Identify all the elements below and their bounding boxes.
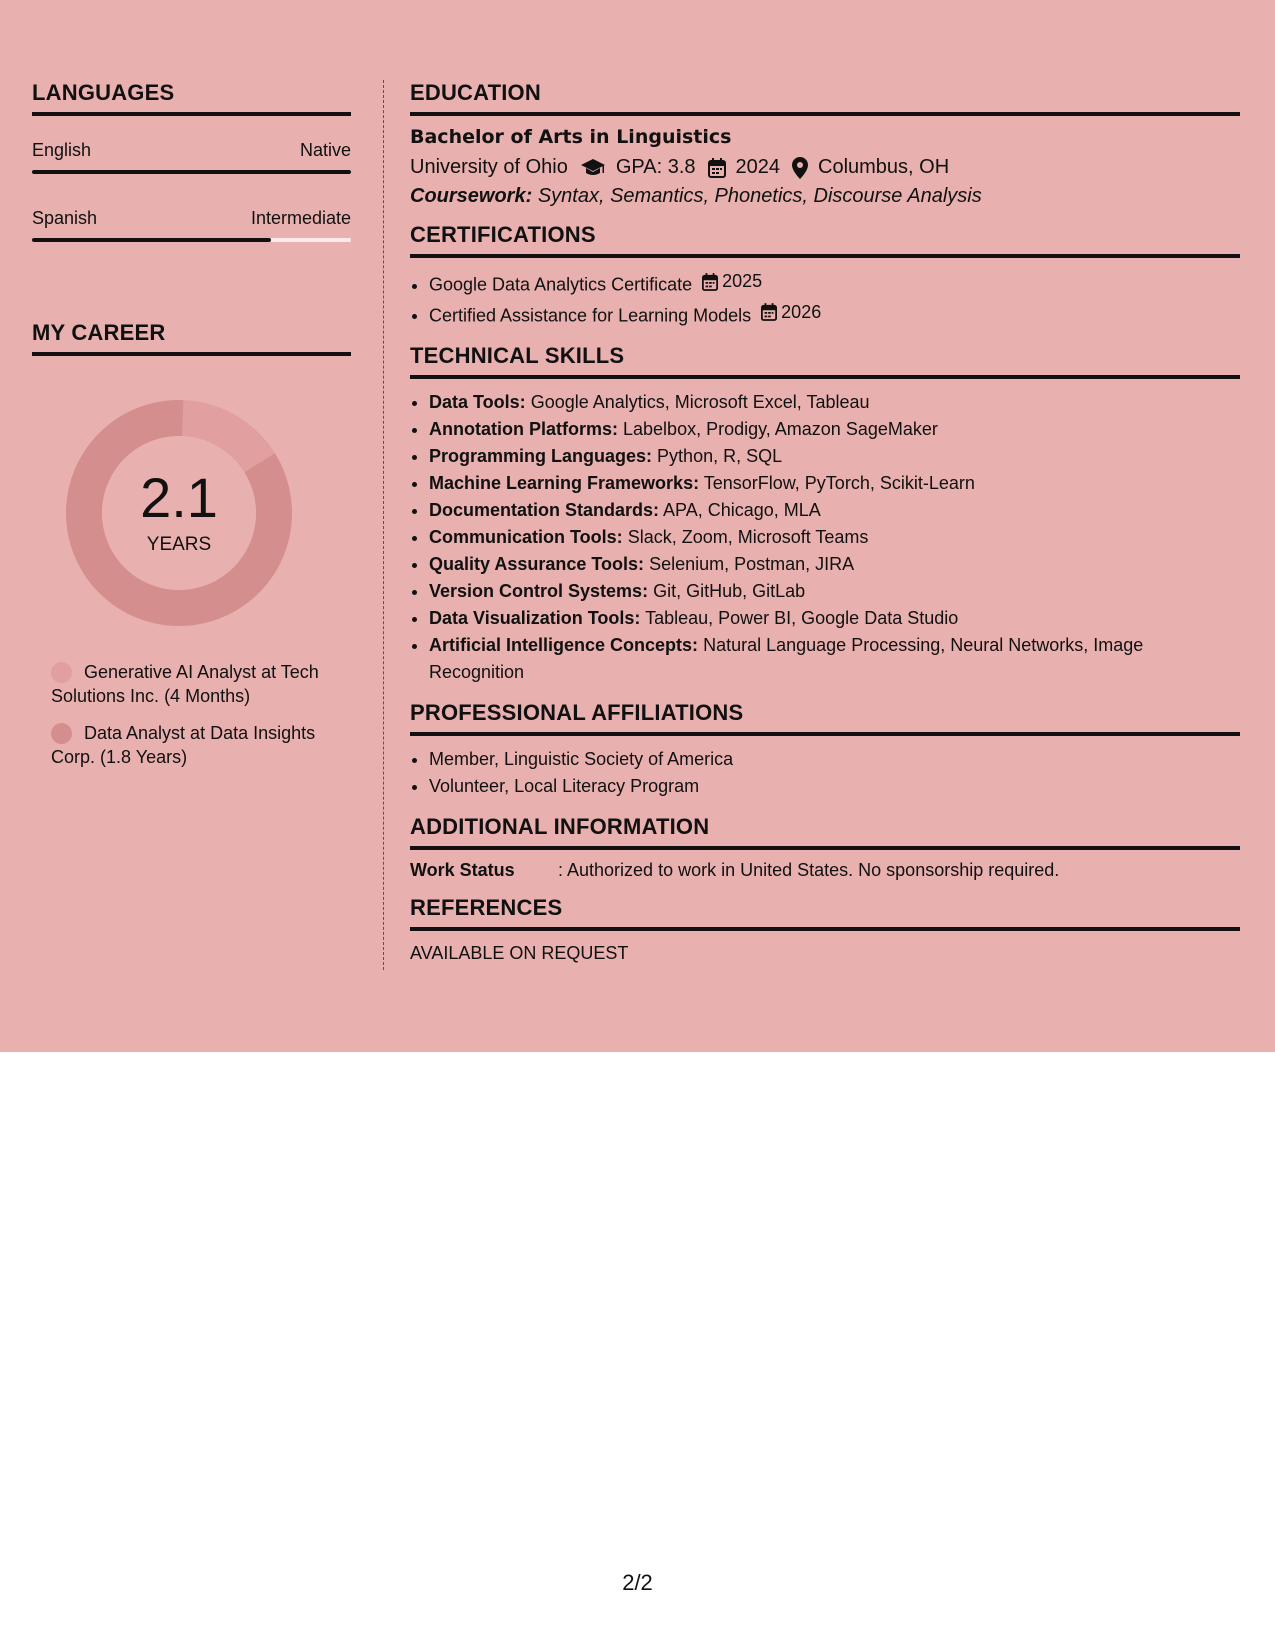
skill-item xyxy=(429,551,1240,578)
skill-value: Selenium, Postman, JIRA xyxy=(649,554,855,574)
skill-label: Data Tools: xyxy=(429,392,526,412)
coursework-label: Coursework: xyxy=(410,185,533,207)
graduation-cap-icon xyxy=(580,158,606,178)
language-name: English xyxy=(32,140,92,160)
language-name: Spanish xyxy=(32,208,98,228)
language-row xyxy=(32,116,351,184)
skill-item xyxy=(429,443,1240,470)
affiliation-item: • Member, Linguistic Society of America xyxy=(429,746,1240,773)
references-title: REFERENCES xyxy=(410,895,1240,931)
certification-item xyxy=(429,299,1240,330)
language-row xyxy=(32,184,351,252)
skill-item xyxy=(429,497,1240,524)
languages-list xyxy=(32,116,351,252)
skill-value: Google Analytics, Microsoft Excel, Tableau xyxy=(530,392,870,412)
career-total-value: 2.1 xyxy=(140,466,218,529)
references-text: AVAILABLE ON REQUEST xyxy=(410,943,629,963)
skill-value: APA, Chicago, MLA xyxy=(663,500,821,520)
skill-value: Slack, Zoom, Microsoft Teams xyxy=(627,527,869,547)
education-title: EDUCATION xyxy=(410,80,1240,116)
education-location: Columbus, OH xyxy=(818,156,950,178)
graduation-year: 2024 xyxy=(735,156,781,178)
right-column xyxy=(410,80,1240,964)
language-proficiency-fill xyxy=(32,170,351,174)
career-donut-chart xyxy=(66,400,292,626)
legend-dot xyxy=(51,723,72,744)
skill-label: Quality Assurance Tools: xyxy=(429,554,645,574)
work-status-value: : Authorized to work in United States. No sponsorship required. xyxy=(558,860,1060,880)
university-name: University of Ohio xyxy=(410,156,568,178)
skills-title: TECHNICAL SKILLS xyxy=(410,343,1240,379)
certification-year: 2026 xyxy=(781,301,822,322)
skill-label: Version Control Systems: xyxy=(429,581,649,601)
affiliation-item: • Volunteer, Local Literacy Program xyxy=(429,773,1240,800)
gpa: GPA: 3.8 xyxy=(615,156,696,178)
skill-item xyxy=(429,389,1240,416)
skill-value: Labelbox, Prodigy, Amazon SageMaker xyxy=(623,419,938,439)
skill-label: Documentation Standards: xyxy=(429,500,660,520)
coursework-list: Syntax, Semantics, Phonetics, Discourse Analysis xyxy=(537,185,982,207)
legend-dot xyxy=(51,662,72,683)
language-proficiency-bar xyxy=(32,238,351,242)
legend-item xyxy=(51,721,351,769)
certification-item xyxy=(429,268,1240,299)
column-divider xyxy=(383,80,384,970)
certification-name: Certified Assistance for Learning Models xyxy=(429,305,752,325)
certifications-list xyxy=(410,268,1240,329)
map-pin-icon xyxy=(792,157,808,179)
skill-label: Communication Tools: xyxy=(429,527,623,547)
certification-date xyxy=(702,268,762,295)
career-section xyxy=(32,320,351,769)
certifications-title: CERTIFICATIONS xyxy=(410,222,1240,258)
skill-label: Data Visualization Tools: xyxy=(429,608,641,628)
skill-value: Natural Language Processing, Neural Networks, Image Recognition xyxy=(429,635,1144,682)
calendar-icon xyxy=(708,158,726,178)
degree-name: Bachelor of Arts in Linguistics xyxy=(410,126,732,148)
skill-value: TensorFlow, PyTorch, Scikit-Learn xyxy=(703,473,975,493)
page-number: 2/2 xyxy=(622,1570,653,1595)
skill-item xyxy=(429,605,1240,632)
coursework xyxy=(410,185,1240,208)
education-meta xyxy=(410,156,1240,179)
skill-item xyxy=(429,416,1240,443)
legend-item xyxy=(51,660,351,708)
certification-name: Google Data Analytics Certificate xyxy=(429,274,693,295)
skill-label: Machine Learning Frameworks: xyxy=(429,473,700,493)
career-title: MY CAREER xyxy=(32,320,351,356)
skill-item xyxy=(429,578,1240,605)
calendar-icon xyxy=(761,303,781,321)
skills-list xyxy=(410,389,1240,686)
certification-year: 2025 xyxy=(722,271,763,291)
skill-label: Artificial Intelligence Concepts: xyxy=(429,635,699,655)
affiliations-list xyxy=(410,746,1240,800)
left-column xyxy=(32,80,351,782)
career-legend xyxy=(51,660,351,769)
language-proficiency-fill xyxy=(32,238,271,242)
skill-value: Python, R, SQL xyxy=(657,446,783,466)
languages-title: LANGUAGES xyxy=(32,80,351,116)
skill-label: Programming Languages: xyxy=(429,446,653,466)
skill-label: Annotation Platforms: xyxy=(429,419,618,439)
skill-item xyxy=(429,632,1240,686)
legend-label: Data Analyst at Data Insights Corp. (1.8 Years) xyxy=(51,723,316,767)
language-proficiency-bar xyxy=(32,170,351,174)
skill-value: Tableau, Power BI, Google Data Studio xyxy=(645,608,959,628)
work-status-row xyxy=(410,860,1240,881)
language-level: Native xyxy=(299,140,351,160)
calendar-icon xyxy=(702,273,722,291)
legend-label: Generative AI Analyst at Tech Solutions Inc. (4 Months) xyxy=(51,662,319,706)
affiliations-title: PROFESSIONAL AFFILIATIONS xyxy=(410,700,1240,736)
skill-item xyxy=(429,470,1240,497)
language-level: Intermediate xyxy=(250,208,351,228)
certification-date xyxy=(761,299,821,326)
skill-item xyxy=(429,524,1240,551)
work-status-label: Work Status xyxy=(410,860,515,880)
career-total-unit: YEARS xyxy=(146,534,212,555)
skill-value: Git, GitHub, GitLab xyxy=(653,581,806,601)
additional-info-title: ADDITIONAL INFORMATION xyxy=(410,814,1240,850)
